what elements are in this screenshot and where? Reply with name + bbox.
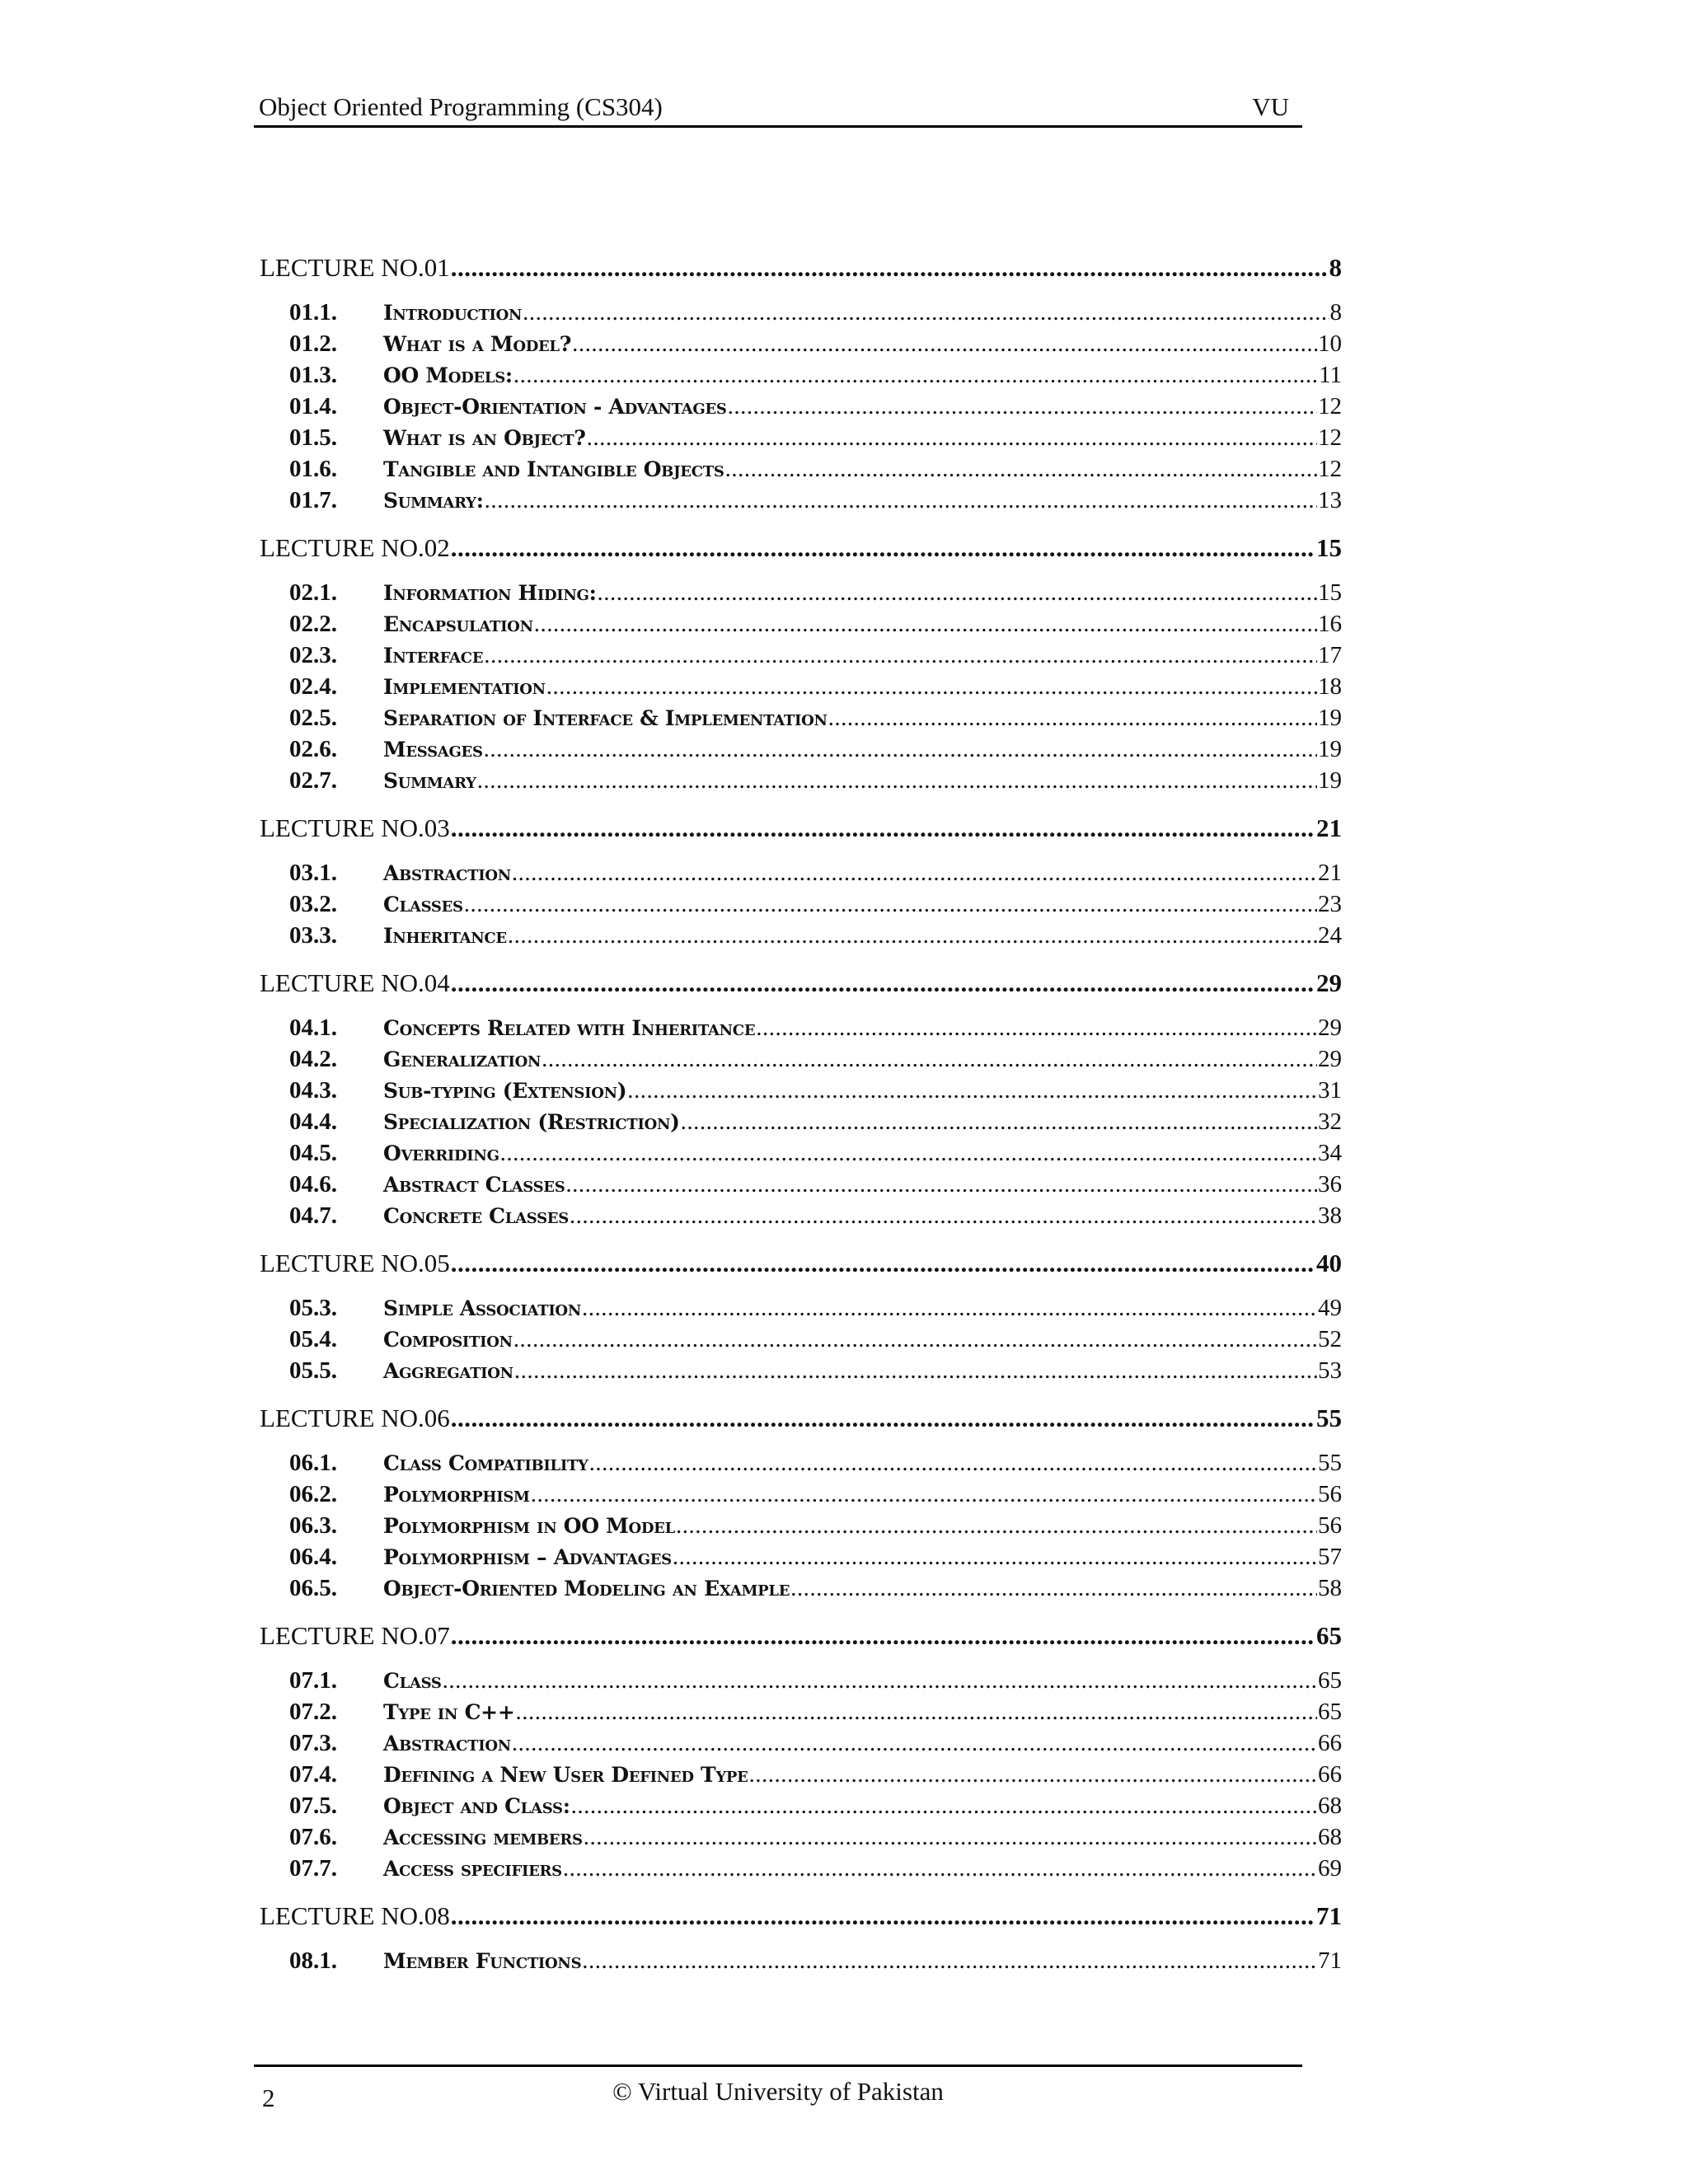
section-number: 04.6. <box>289 1171 337 1197</box>
section-page-number: 56 <box>1318 1481 1342 1507</box>
section-page-number: 36 <box>1318 1171 1342 1197</box>
dot-leader <box>512 857 1317 888</box>
section-page-number: 24 <box>1318 922 1342 949</box>
dot-leader <box>546 671 1317 702</box>
toc-section-entry[interactable] <box>260 359 1342 391</box>
toc-section-entry[interactable] <box>260 1169 1342 1200</box>
lecture-page-number: 15 <box>1316 533 1342 562</box>
section-title: Member Functions <box>383 1949 582 1973</box>
section-page-number: 10 <box>1318 330 1342 357</box>
section-title: Defining a New User Defined Type <box>383 1763 748 1787</box>
section-list <box>260 1653 1342 1899</box>
dot-leader <box>582 1292 1317 1324</box>
lecture-title: LECTURE NO.06 <box>260 1404 450 1432</box>
dot-leader <box>513 1324 1317 1355</box>
dot-leader <box>451 811 1315 846</box>
section-title: Tangible and Intangible Objects <box>383 457 724 481</box>
toc-section-entry[interactable] <box>260 1012 1342 1043</box>
section-number: 07.6. <box>289 1824 337 1850</box>
dot-leader <box>728 391 1317 422</box>
lecture-page-number: 8 <box>1329 253 1342 282</box>
section-number: 07.7. <box>289 1855 337 1882</box>
section-number: 07.3. <box>289 1730 337 1756</box>
section-title: Implementation <box>383 675 546 699</box>
lecture-title: LECTURE NO.05 <box>260 1249 450 1277</box>
toc-section-entry[interactable] <box>260 765 1342 796</box>
toc-lecture-entry[interactable] <box>260 1619 1342 1653</box>
toc-section-entry[interactable] <box>260 1355 1342 1386</box>
document-title: Object Oriented Programming (CS304) <box>259 92 663 121</box>
section-number: 01.3. <box>289 362 337 388</box>
copyright-notice: © Virtual University of Pakistan <box>612 2077 944 2106</box>
section-number: 07.1. <box>289 1667 337 1694</box>
section-number: 04.1. <box>289 1015 337 1041</box>
toc-lecture-entry[interactable] <box>260 1246 1342 1281</box>
section-title: Polymorphism in OO Model <box>383 1514 675 1538</box>
toc-lecture-entry[interactable] <box>260 966 1342 1001</box>
lecture-page-number: 65 <box>1316 1621 1342 1650</box>
section-list <box>260 1281 1342 1401</box>
section-page-number: 65 <box>1318 1699 1342 1725</box>
section-title: Inheritance <box>383 924 507 948</box>
section-number: 01.4. <box>289 393 337 419</box>
toc-section-entry[interactable] <box>260 1043 1342 1075</box>
toc-lecture <box>260 966 1342 1246</box>
toc-section-entry[interactable] <box>260 1324 1342 1355</box>
dot-leader <box>756 1012 1317 1043</box>
section-page-number: 23 <box>1318 891 1342 917</box>
toc-lecture-entry[interactable] <box>260 811 1342 846</box>
table-of-contents <box>260 251 1342 1991</box>
page-header <box>254 89 1302 128</box>
toc-section-entry[interactable] <box>260 1075 1342 1106</box>
toc-section-entry[interactable] <box>260 1106 1342 1137</box>
section-page-number: 65 <box>1318 1667 1342 1694</box>
section-number: 01.2. <box>289 330 337 357</box>
section-page-number: 56 <box>1318 1512 1342 1539</box>
header-vu-label: VU <box>1252 92 1289 121</box>
section-page-number: 53 <box>1318 1357 1342 1384</box>
toc-section-entry[interactable] <box>260 671 1342 702</box>
section-page-number: 12 <box>1318 393 1342 419</box>
toc-section-entry[interactable] <box>260 422 1342 453</box>
section-title: Object and Class: <box>383 1794 570 1818</box>
section-number: 06.3. <box>289 1512 337 1539</box>
section-title: Introduction <box>383 301 523 325</box>
section-number: 06.5. <box>289 1575 337 1601</box>
section-title: Class Compatibility <box>383 1451 588 1475</box>
toc-lecture <box>260 1899 1342 1991</box>
dot-leader <box>572 328 1317 359</box>
toc-section-entry[interactable] <box>260 640 1342 671</box>
section-page-number: 69 <box>1318 1855 1342 1882</box>
section-title: Aggregation <box>383 1359 513 1383</box>
dot-leader <box>542 1043 1317 1075</box>
dot-leader <box>523 297 1329 328</box>
section-title: Separation of Interface & Implementation <box>383 706 828 730</box>
section-number: 04.3. <box>289 1077 337 1104</box>
section-number: 03.1. <box>289 860 337 886</box>
toc-lecture <box>260 811 1342 966</box>
section-page-number: 66 <box>1318 1730 1342 1756</box>
toc-section-entry[interactable] <box>260 1821 1342 1853</box>
toc-lecture <box>260 531 1342 811</box>
section-number: 04.4. <box>289 1108 337 1135</box>
dot-leader <box>565 1169 1317 1200</box>
toc-lecture <box>260 251 1342 531</box>
dot-leader <box>673 1541 1317 1572</box>
section-number: 01.6. <box>289 456 337 482</box>
section-title: Abstraction <box>383 861 511 885</box>
section-title: Sub-typing (Extension) <box>383 1079 627 1103</box>
section-list <box>260 1001 1342 1246</box>
dot-leader <box>500 1137 1317 1169</box>
dot-leader <box>484 733 1317 765</box>
dot-leader <box>484 640 1317 671</box>
dot-leader <box>451 1899 1315 1933</box>
section-page-number: 52 <box>1318 1326 1342 1352</box>
section-page-number: 15 <box>1318 579 1342 606</box>
dot-leader <box>790 1572 1317 1604</box>
section-title: Summary: <box>383 489 484 513</box>
toc-lecture <box>260 1619 1342 1899</box>
section-page-number: 38 <box>1318 1202 1342 1229</box>
toc-section-entry[interactable] <box>260 577 1342 608</box>
section-title: Type in C++ <box>383 1700 515 1724</box>
toc-section-entry[interactable] <box>260 608 1342 640</box>
section-number: 07.4. <box>289 1761 337 1788</box>
lecture-page-number: 29 <box>1316 968 1342 997</box>
section-number: 07.2. <box>289 1699 337 1725</box>
dot-leader <box>587 422 1317 453</box>
toc-section-entry[interactable] <box>260 1759 1342 1790</box>
toc-section-entry[interactable] <box>260 328 1342 359</box>
section-title: Composition <box>383 1328 513 1352</box>
toc-section-entry[interactable] <box>260 485 1342 516</box>
section-page-number: 68 <box>1318 1824 1342 1850</box>
toc-lecture-entry[interactable] <box>260 1899 1342 1933</box>
dot-leader <box>451 1401 1315 1436</box>
dot-leader <box>534 608 1317 640</box>
section-page-number: 29 <box>1318 1046 1342 1072</box>
dot-leader <box>451 251 1329 285</box>
toc-section-entry[interactable] <box>260 1292 1342 1324</box>
section-page-number: 21 <box>1318 860 1342 886</box>
section-number: 01.5. <box>289 424 337 451</box>
dot-leader <box>451 1246 1315 1281</box>
dot-leader <box>570 1200 1317 1231</box>
section-number: 02.4. <box>289 673 337 700</box>
section-title: Abstract Classes <box>383 1173 565 1197</box>
section-title: Accessing members <box>383 1825 583 1849</box>
section-title: Concrete Classes <box>383 1204 569 1228</box>
toc-section-entry[interactable] <box>260 1541 1342 1572</box>
lecture-page-number: 55 <box>1316 1404 1342 1432</box>
dot-leader <box>514 1355 1317 1386</box>
toc-section-entry[interactable] <box>260 1510 1342 1541</box>
toc-section-entry[interactable] <box>260 888 1342 920</box>
section-page-number: 55 <box>1318 1450 1342 1476</box>
section-title: Concepts Related with Inheritance <box>383 1016 756 1040</box>
section-list <box>260 1436 1342 1619</box>
section-title: What is an Object? <box>383 426 586 450</box>
dot-leader <box>571 1790 1317 1821</box>
toc-section-entry[interactable] <box>260 1665 1342 1696</box>
dot-leader <box>563 1853 1317 1884</box>
toc-section-entry[interactable] <box>260 1790 1342 1821</box>
dot-leader <box>451 966 1315 1001</box>
section-page-number: 11 <box>1319 362 1342 388</box>
section-title: Information Hiding: <box>383 581 597 605</box>
page-number: 2 <box>262 2083 275 2112</box>
toc-section-entry[interactable] <box>260 1696 1342 1727</box>
lecture-title: LECTURE NO.01 <box>260 253 450 282</box>
lecture-title: LECTURE NO.08 <box>260 1901 450 1930</box>
section-page-number: 12 <box>1318 424 1342 451</box>
toc-lecture <box>260 1246 1342 1401</box>
section-number: 07.5. <box>289 1793 337 1819</box>
section-title: Specialization (Restriction) <box>383 1110 680 1134</box>
section-title: What is a Model? <box>383 332 572 356</box>
toc-section-entry[interactable] <box>260 1479 1342 1510</box>
toc-section-entry[interactable] <box>260 391 1342 422</box>
toc-section-entry[interactable] <box>260 920 1342 951</box>
section-page-number: 16 <box>1318 611 1342 637</box>
dot-leader <box>451 531 1315 565</box>
lecture-title: LECTURE NO.07 <box>260 1621 450 1650</box>
dot-leader <box>515 1696 1317 1727</box>
section-title: Polymorphism <box>383 1483 530 1507</box>
toc-section-entry[interactable] <box>260 1137 1342 1169</box>
dot-leader <box>477 765 1317 796</box>
lecture-page-number: 21 <box>1316 813 1342 842</box>
section-page-number: 57 <box>1318 1544 1342 1570</box>
dot-leader <box>676 1510 1317 1541</box>
toc-section-entry[interactable] <box>260 453 1342 485</box>
section-list <box>260 285 1342 531</box>
dot-leader <box>749 1759 1317 1790</box>
section-number: 02.2. <box>289 611 337 637</box>
section-number: 01.1. <box>289 299 337 326</box>
dot-leader <box>582 1945 1317 1976</box>
section-title: Generalization <box>383 1047 542 1071</box>
section-number: 06.1. <box>289 1450 337 1476</box>
section-page-number: 58 <box>1318 1575 1342 1601</box>
lecture-title: LECTURE NO.04 <box>260 968 450 997</box>
section-page-number: 17 <box>1318 642 1342 668</box>
toc-lecture-entry[interactable] <box>260 251 1342 285</box>
section-title: Polymorphism – Advantages <box>383 1545 672 1569</box>
section-page-number: 19 <box>1318 767 1342 794</box>
toc-lecture-entry[interactable] <box>260 1401 1342 1436</box>
section-title: OO Models: <box>383 363 513 387</box>
section-title: Interface <box>383 644 484 668</box>
section-page-number: 12 <box>1318 456 1342 482</box>
section-number: 05.4. <box>289 1326 337 1352</box>
lecture-title: LECTURE NO.02 <box>260 533 450 562</box>
toc-section-entry[interactable] <box>260 733 1342 765</box>
toc-section-entry[interactable] <box>260 1572 1342 1604</box>
section-list <box>260 1933 1342 1991</box>
section-list <box>260 565 1342 811</box>
section-list <box>260 846 1342 966</box>
toc-section-entry[interactable] <box>260 1200 1342 1231</box>
section-page-number: 31 <box>1318 1077 1342 1104</box>
dot-leader <box>531 1479 1317 1510</box>
section-page-number: 18 <box>1318 673 1342 700</box>
dot-leader <box>725 453 1317 485</box>
lecture-page-number: 40 <box>1316 1249 1342 1277</box>
section-page-number: 34 <box>1318 1140 1342 1166</box>
section-page-number: 29 <box>1318 1015 1342 1041</box>
section-number: 03.2. <box>289 891 337 917</box>
section-page-number: 19 <box>1318 705 1342 731</box>
toc-lecture-entry[interactable] <box>260 531 1342 565</box>
section-number: 04.5. <box>289 1140 337 1166</box>
section-page-number: 49 <box>1318 1295 1342 1321</box>
section-title: Classes <box>383 893 463 916</box>
toc-section-entry[interactable] <box>260 1727 1342 1759</box>
section-title: Abstraction <box>383 1732 511 1755</box>
dot-leader <box>598 577 1317 608</box>
page-footer <box>254 2064 1302 2112</box>
section-number: 03.3. <box>289 922 337 949</box>
toc-section-entry[interactable] <box>260 702 1342 733</box>
dot-leader <box>589 1447 1317 1479</box>
section-title: Access specifiers <box>383 1857 562 1881</box>
section-page-number: 68 <box>1318 1793 1342 1819</box>
section-page-number: 13 <box>1318 487 1342 513</box>
dot-leader <box>443 1665 1317 1696</box>
toc-section-entry[interactable] <box>260 1945 1342 1976</box>
dot-leader <box>451 1619 1315 1653</box>
section-number: 02.5. <box>289 705 337 731</box>
section-number: 01.7. <box>289 487 337 513</box>
section-title: Encapsulation <box>383 612 533 636</box>
section-page-number: 8 <box>1329 299 1342 326</box>
section-number: 06.4. <box>289 1544 337 1570</box>
section-number: 02.7. <box>289 767 337 794</box>
dot-leader <box>513 359 1318 391</box>
dot-leader <box>828 702 1317 733</box>
lecture-title: LECTURE NO.03 <box>260 813 450 842</box>
toc-section-entry[interactable] <box>260 1447 1342 1479</box>
toc-lecture <box>260 1401 1342 1619</box>
section-number: 05.5. <box>289 1357 337 1384</box>
section-page-number: 19 <box>1318 736 1342 762</box>
section-number: 05.3. <box>289 1295 337 1321</box>
dot-leader <box>584 1821 1317 1853</box>
toc-section-entry[interactable] <box>260 1853 1342 1884</box>
lecture-page-number: 71 <box>1316 1901 1342 1930</box>
section-title: Object-Oriented Modeling an Example <box>383 1577 790 1601</box>
dot-leader <box>512 1727 1317 1759</box>
section-title: Object-Orientation - Advantages <box>383 395 727 419</box>
section-page-number: 66 <box>1318 1761 1342 1788</box>
section-title: Class <box>383 1669 442 1693</box>
section-title: Simple Association <box>383 1296 581 1320</box>
section-title: Messages <box>383 738 483 762</box>
dot-leader <box>464 888 1317 920</box>
dot-leader <box>485 485 1317 516</box>
section-number: 02.6. <box>289 736 337 762</box>
toc-section-entry[interactable] <box>260 297 1342 328</box>
dot-leader <box>627 1075 1317 1106</box>
dot-leader <box>681 1106 1317 1137</box>
section-page-number: 32 <box>1318 1108 1342 1135</box>
section-number: 04.2. <box>289 1046 337 1072</box>
section-number: 02.3. <box>289 642 337 668</box>
section-title: Summary <box>383 769 476 793</box>
section-number: 06.2. <box>289 1481 337 1507</box>
section-number: 02.1. <box>289 579 337 606</box>
section-page-number: 71 <box>1318 1947 1342 1974</box>
section-title: Overriding <box>383 1141 499 1165</box>
section-number: 08.1. <box>289 1947 337 1974</box>
toc-section-entry[interactable] <box>260 857 1342 888</box>
section-number: 04.7. <box>289 1202 337 1229</box>
dot-leader <box>508 920 1317 951</box>
